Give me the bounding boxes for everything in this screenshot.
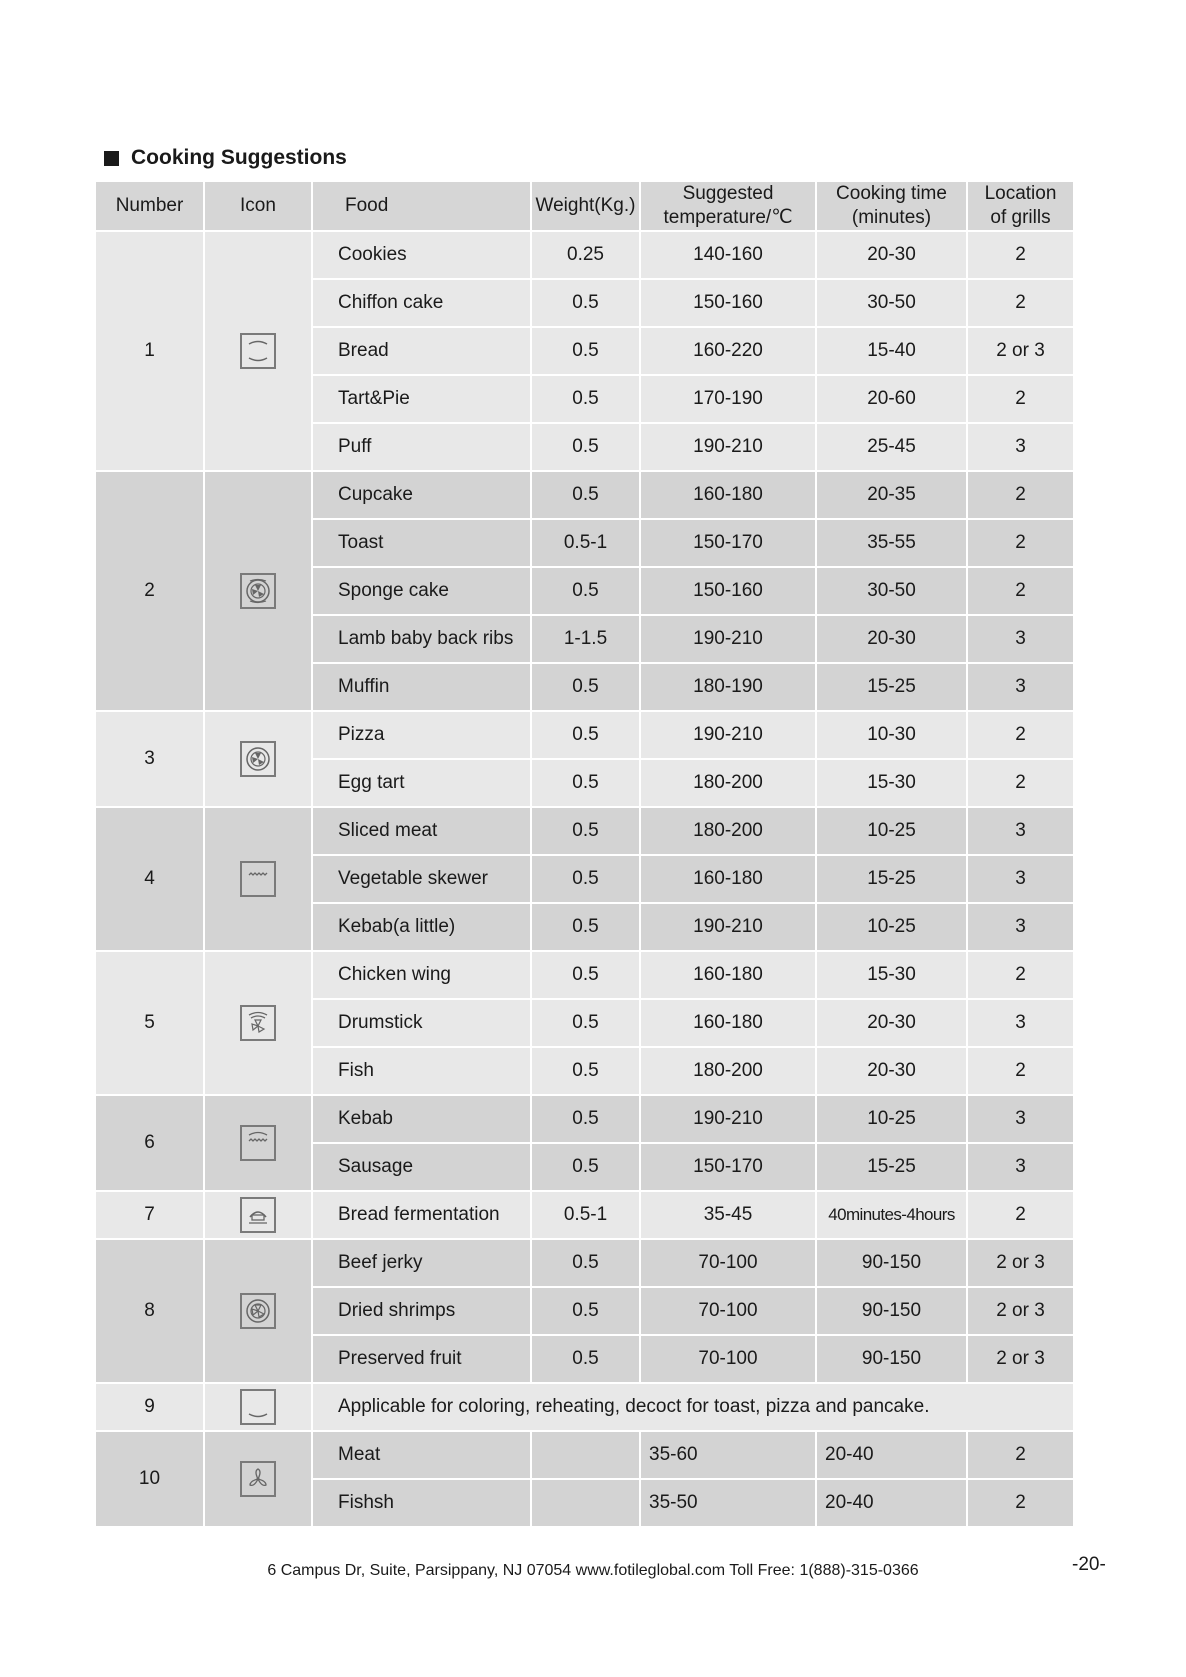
location-cell: 2	[968, 1432, 1073, 1478]
cooking-time-cell: 15-30	[817, 952, 966, 998]
note-cell: Applicable for coloring, reheating, decoct for toast, pizza and pancake.	[313, 1384, 1073, 1430]
temperature-cell: 35-50	[641, 1480, 815, 1526]
header-location-line1: Location	[984, 183, 1057, 204]
square-bullet-icon	[104, 151, 119, 166]
temperature-cell: 170-190	[641, 376, 815, 422]
food-cell: Cupcake	[313, 472, 530, 518]
table-row	[96, 808, 1073, 854]
location-cell: 2	[968, 520, 1073, 566]
weight-cell: 0.5	[532, 328, 639, 374]
icon-cell	[205, 1240, 311, 1382]
food-cell: Vegetable skewer	[313, 856, 530, 902]
cooking-suggestions-table	[94, 180, 1075, 1528]
temperature-cell: 150-170	[641, 520, 815, 566]
weight-cell: 0.5	[532, 664, 639, 710]
defrost-fan-icon	[240, 1461, 276, 1497]
cooking-time-cell: 20-30	[817, 616, 966, 662]
cooking-time-cell: 90-150	[817, 1240, 966, 1286]
food-cell: Cookies	[313, 232, 530, 278]
temperature-cell: 35-60	[641, 1432, 815, 1478]
header-cooking-time-line2: (minutes)	[851, 207, 932, 228]
cooking-time-cell: 20-30	[817, 1000, 966, 1046]
cooking-time-cell: 10-25	[817, 808, 966, 854]
weight-cell: 0.5	[532, 856, 639, 902]
temperature-cell: 180-200	[641, 808, 815, 854]
header-temperature-line2: temperature/℃	[663, 207, 793, 228]
temperature-cell: 190-210	[641, 616, 815, 662]
number-cell: 4	[96, 808, 203, 950]
temperature-cell: 180-200	[641, 760, 815, 806]
temperature-cell: 160-180	[641, 952, 815, 998]
icon-cell	[205, 1432, 311, 1526]
temperature-cell: 190-210	[641, 1096, 815, 1142]
location-cell: 2 or 3	[968, 1288, 1073, 1334]
table-row	[96, 1240, 1073, 1286]
location-cell: 3	[968, 616, 1073, 662]
number-cell: 1	[96, 232, 203, 470]
number-cell: 8	[96, 1240, 203, 1382]
location-cell: 3	[968, 856, 1073, 902]
weight-cell: 0.5	[532, 808, 639, 854]
cooking-time-cell: 20-30	[817, 232, 966, 278]
header-temperature-line1: Suggested	[682, 183, 774, 204]
ring-heat-fan-icon	[240, 573, 276, 609]
header-cooking-time	[817, 182, 966, 230]
location-cell: 3	[968, 1144, 1073, 1190]
food-cell: Fishsh	[313, 1480, 530, 1526]
temperature-cell: 35-45	[641, 1192, 815, 1238]
weight-cell: 0.5	[532, 376, 639, 422]
cooking-time-cell: 90-150	[817, 1288, 966, 1334]
food-cell: Dried shrimps	[313, 1288, 530, 1334]
cooking-time-cell: 35-55	[817, 520, 966, 566]
location-cell: 2	[968, 280, 1073, 326]
table-body	[96, 232, 1073, 1526]
number-cell: 9	[96, 1384, 203, 1430]
icon-cell	[205, 1192, 311, 1238]
table-row	[96, 472, 1073, 518]
location-cell: 3	[968, 904, 1073, 950]
weight-cell: 0.5	[532, 904, 639, 950]
temperature-cell: 70-100	[641, 1240, 815, 1286]
weight-cell	[532, 1480, 639, 1526]
section-title	[104, 146, 347, 170]
number-cell: 5	[96, 952, 203, 1094]
number-cell: 10	[96, 1432, 203, 1526]
temperature-cell: 180-190	[641, 664, 815, 710]
location-cell: 3	[968, 808, 1073, 854]
food-cell: Toast	[313, 520, 530, 566]
header-food: Food	[313, 182, 530, 230]
top-bottom-heat-icon	[240, 333, 276, 369]
food-cell: Bread	[313, 328, 530, 374]
icon-cell	[205, 1384, 311, 1430]
header-icon: Icon	[205, 182, 311, 230]
food-cell: Egg tart	[313, 760, 530, 806]
temperature-cell: 160-220	[641, 328, 815, 374]
fan-ring-dehydrate-icon	[240, 1293, 276, 1329]
temperature-cell: 180-200	[641, 1048, 815, 1094]
footer-address: 6 Campus Dr, Suite, Parsippany, NJ 07054 www.fotileglobal.com Toll Free: 1(888)-315-0366	[267, 1562, 919, 1579]
bottom-heat-icon	[240, 1389, 276, 1425]
table-row	[96, 1384, 1073, 1430]
header-location-line2: of grills	[990, 207, 1051, 228]
cooking-time-cell: 10-30	[817, 712, 966, 758]
temperature-cell: 190-210	[641, 904, 815, 950]
number-cell: 3	[96, 712, 203, 806]
number-cell: 2	[96, 472, 203, 710]
temperature-cell: 70-100	[641, 1336, 815, 1382]
location-cell: 3	[968, 1096, 1073, 1142]
cooking-time-cell: 15-40	[817, 328, 966, 374]
header-number: Number	[96, 182, 203, 230]
weight-cell: 0.5	[532, 1096, 639, 1142]
food-cell: Sponge cake	[313, 568, 530, 614]
fan-ring-icon	[240, 741, 276, 777]
icon-cell	[205, 952, 311, 1094]
location-cell: 2 or 3	[968, 1240, 1073, 1286]
location-cell: 2	[968, 1048, 1073, 1094]
food-cell: Beef jerky	[313, 1240, 530, 1286]
weight-cell: 0.5	[532, 280, 639, 326]
food-cell: Preserved fruit	[313, 1336, 530, 1382]
location-cell: 2	[968, 376, 1073, 422]
food-cell: Sliced meat	[313, 808, 530, 854]
icon-cell	[205, 712, 311, 806]
food-cell: Lamb baby back ribs	[313, 616, 530, 662]
table-row	[96, 1192, 1073, 1238]
location-cell: 2	[968, 760, 1073, 806]
location-cell: 3	[968, 664, 1073, 710]
location-cell: 3	[968, 1000, 1073, 1046]
food-cell: Chiffon cake	[313, 280, 530, 326]
page-number: -20-	[1072, 1554, 1106, 1575]
food-cell: Chicken wing	[313, 952, 530, 998]
weight-cell: 0.5	[532, 760, 639, 806]
cooking-time-cell: 10-25	[817, 1096, 966, 1142]
cooking-time-cell: 15-25	[817, 856, 966, 902]
weight-cell: 0.25	[532, 232, 639, 278]
temperature-cell: 150-160	[641, 280, 815, 326]
number-cell: 7	[96, 1192, 203, 1238]
temperature-cell: 70-100	[641, 1288, 815, 1334]
table-row	[96, 232, 1073, 278]
number-cell: 6	[96, 1096, 203, 1190]
location-cell: 2	[968, 232, 1073, 278]
cooking-time-cell: 20-40	[817, 1432, 966, 1478]
table-row	[96, 952, 1073, 998]
cooking-time-cell: 30-50	[817, 280, 966, 326]
food-cell: Puff	[313, 424, 530, 470]
temperature-cell: 150-170	[641, 1144, 815, 1190]
food-cell: Meat	[313, 1432, 530, 1478]
food-cell: Bread fermentation	[313, 1192, 530, 1238]
temperature-cell: 190-210	[641, 712, 815, 758]
weight-cell: 0.5	[532, 952, 639, 998]
food-cell: Fish	[313, 1048, 530, 1094]
weight-cell: 0.5	[532, 1144, 639, 1190]
location-cell: 2	[968, 1192, 1073, 1238]
temperature-cell: 160-180	[641, 856, 815, 902]
header-weight: Weight(Kg.)	[532, 182, 639, 230]
icon-cell	[205, 808, 311, 950]
weight-cell: 0.5	[532, 424, 639, 470]
table-row	[96, 712, 1073, 758]
location-cell: 3	[968, 424, 1073, 470]
weight-cell: 0.5	[532, 1336, 639, 1382]
cooking-time-cell: 20-35	[817, 472, 966, 518]
temperature-cell: 140-160	[641, 232, 815, 278]
icon-cell	[205, 472, 311, 710]
food-cell: Muffin	[313, 664, 530, 710]
weight-cell: 0.5	[532, 1240, 639, 1286]
weight-cell: 0.5-1	[532, 1192, 639, 1238]
temperature-cell: 160-180	[641, 472, 815, 518]
grill-icon	[240, 861, 276, 897]
cooking-time-cell: 20-40	[817, 1480, 966, 1526]
header-cooking-time-line1: Cooking time	[836, 183, 947, 204]
temperature-cell: 150-160	[641, 568, 815, 614]
weight-cell: 0.5	[532, 1288, 639, 1334]
location-cell: 2	[968, 952, 1073, 998]
cooking-time-cell: 25-45	[817, 424, 966, 470]
location-cell: 2 or 3	[968, 1336, 1073, 1382]
weight-cell: 0.5	[532, 712, 639, 758]
food-cell: Drumstick	[313, 1000, 530, 1046]
table-row	[96, 1096, 1073, 1142]
location-cell: 2	[968, 568, 1073, 614]
table-row	[96, 1432, 1073, 1478]
icon-cell	[205, 1096, 311, 1190]
cooking-time-cell: 90-150	[817, 1336, 966, 1382]
header-temperature	[641, 182, 815, 230]
food-cell: Pizza	[313, 712, 530, 758]
location-cell: 2 or 3	[968, 328, 1073, 374]
temperature-cell: 190-210	[641, 424, 815, 470]
location-cell: 2	[968, 1480, 1073, 1526]
food-cell: Kebab(a little)	[313, 904, 530, 950]
food-cell: Tart&Pie	[313, 376, 530, 422]
weight-cell	[532, 1432, 639, 1478]
cooking-time-cell: 40minutes-4hours	[817, 1192, 966, 1238]
icon-cell	[205, 232, 311, 470]
cooking-time-cell: 10-25	[817, 904, 966, 950]
cooking-time-cell: 20-60	[817, 376, 966, 422]
cooking-time-cell: 20-30	[817, 1048, 966, 1094]
weight-cell: 0.5-1	[532, 520, 639, 566]
location-cell: 2	[968, 472, 1073, 518]
food-cell: Kebab	[313, 1096, 530, 1142]
location-cell: 2	[968, 712, 1073, 758]
cooking-time-cell: 15-25	[817, 1144, 966, 1190]
section-title-text: Cooking Suggestions	[131, 146, 347, 169]
top-heat-fan-icon	[240, 1005, 276, 1041]
food-cell: Sausage	[313, 1144, 530, 1190]
weight-cell: 0.5	[532, 1048, 639, 1094]
weight-cell: 0.5	[532, 472, 639, 518]
weight-cell: 0.5	[532, 568, 639, 614]
weight-cell: 1-1.5	[532, 616, 639, 662]
cooking-time-cell: 15-30	[817, 760, 966, 806]
header-location	[968, 182, 1073, 230]
weight-cell: 0.5	[532, 1000, 639, 1046]
fermentation-icon	[240, 1197, 276, 1233]
header-row	[96, 182, 1073, 230]
cooking-time-cell: 30-50	[817, 568, 966, 614]
temperature-cell: 160-180	[641, 1000, 815, 1046]
double-grill-icon	[240, 1125, 276, 1161]
cooking-time-cell: 15-25	[817, 664, 966, 710]
